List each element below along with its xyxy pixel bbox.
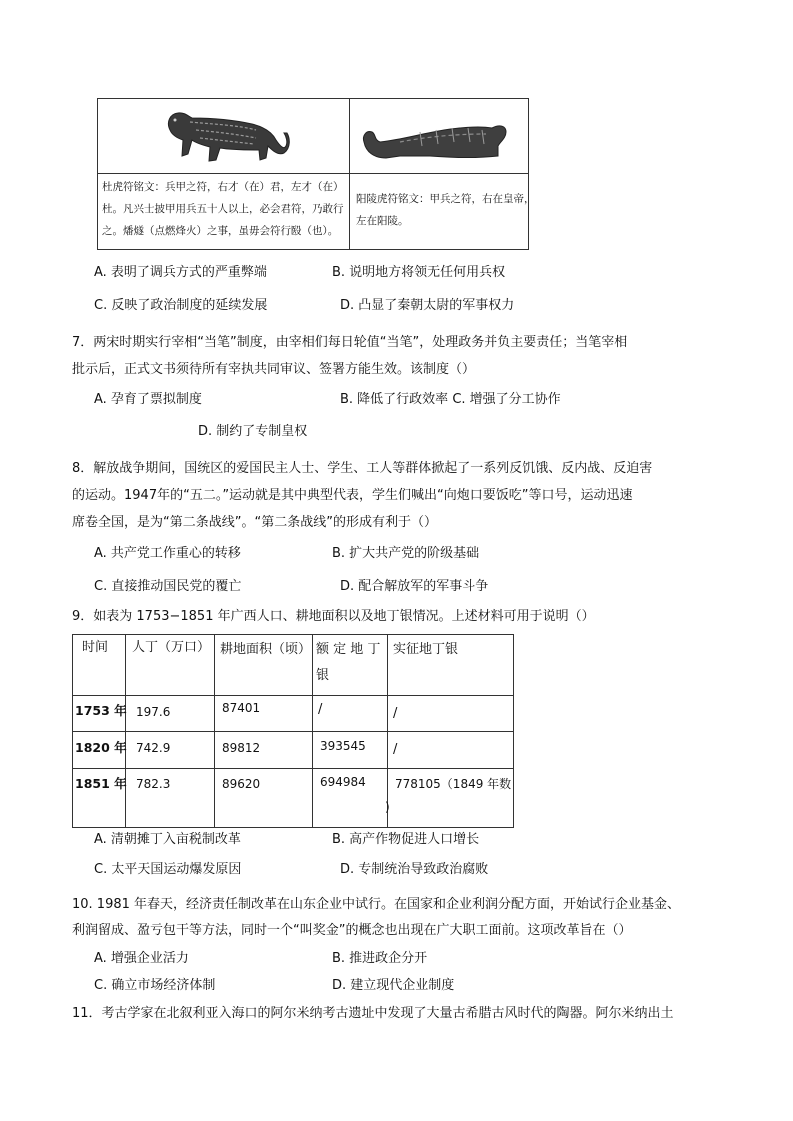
q8-option-d: D. 配合解放军的军事斗争: [340, 579, 489, 594]
table-cell: ): [385, 800, 390, 814]
table-header-farmland: 耕地面积（顷）: [220, 642, 312, 657]
table-cell: /: [318, 702, 323, 717]
q6-option-c: C. 反映了政治制度的延续发展: [94, 298, 268, 313]
table-border: [214, 634, 215, 828]
table-border: [72, 731, 514, 732]
table-header-quota-silver: 额 定 地 丁: [316, 642, 381, 657]
q7-stem-line: 7．两宋时期实行宰相“当笔”制度，由宰相们每日轮值“当笔”，处理政务并负主要责任；当笔宰相: [72, 335, 628, 350]
table-border: [72, 634, 73, 828]
table-cell: 778105（1849 年数: [395, 777, 512, 791]
q8-option-a: A. 共产党工作重心的转移: [94, 546, 241, 561]
table-cell: /: [393, 742, 398, 757]
table-cell: 197.6: [136, 705, 171, 719]
q11-stem-line: 11．考古学家在北叙利亚入海口的阿尔米纳考古遗址中发现了大量古希腊古风时代的陶器。阿尔米纳出土: [72, 1006, 674, 1021]
figure-divider: [349, 98, 350, 250]
table-header-time: 时间: [82, 640, 109, 655]
q8-stem-line: 8．解放战争期间，国统区的爱国民主人士、学生、工人等群体掀起了一系列反饥饿、反内战、反迫害: [72, 461, 653, 476]
inscription-line: 之。燔燧（点燃烽火）之事，虽毋会符行殹（也）。: [102, 225, 339, 237]
table-cell: 742.9: [136, 741, 171, 755]
figure-divider: [97, 173, 350, 174]
q9-data-table: [72, 634, 514, 828]
q10-option-a: A. 增强企业活力: [94, 951, 189, 966]
table-border: [513, 634, 514, 828]
table-cell: 782.3: [136, 777, 171, 791]
table-border: [125, 634, 126, 828]
table-border: [72, 768, 514, 769]
q7-option-bc: B. 降低了行政效率 C. 增强了分工协作: [340, 392, 561, 407]
q10-option-d: D. 建立现代企业制度: [332, 978, 455, 993]
table-cell: /: [393, 706, 398, 721]
q8-option-c: C. 直接推动国民党的覆亡: [94, 579, 242, 594]
q9-option-a: A. 清朝摊丁入亩税制改革: [94, 832, 241, 847]
q6-option-d: D. 凸显了秦朝太尉的军事权力: [340, 298, 515, 313]
q9-option-b: B. 高产作物促进人口增长: [332, 832, 480, 847]
inscription-line: 阳陵虎符铭文：甲兵之符，右在皇帝，: [356, 193, 535, 205]
q7-option-a: A. 孕育了票拟制度: [94, 392, 202, 407]
table-cell: 1851 年: [75, 776, 127, 791]
q9-option-d: D. 专制统治导致政治腐败: [340, 862, 489, 877]
table-border: [312, 634, 313, 828]
inscription-line: 左在阳陵。: [356, 215, 409, 227]
yangling-tiger-inscription: [356, 188, 535, 232]
du-tiger-inscription: [102, 176, 344, 242]
q6-option-b: B. 说明地方将领无任何用兵权: [332, 265, 506, 280]
table-cell: 89812: [222, 741, 261, 755]
figure-divider: [349, 173, 529, 174]
table-header-population: 人丁（万口）: [132, 640, 211, 655]
inscription-line: 杜虎符铭文：兵甲之符，右才（在）君，左才（在）: [102, 181, 344, 193]
table-cell: 87401: [222, 701, 261, 715]
table-cell: 1820 年: [75, 740, 127, 755]
q7-option-d: D. 制约了专制皇权: [198, 424, 308, 439]
q8-stem-line: 席卷全国，是为“第二条战线”。“第二条战线”的形成有利于（）: [72, 515, 437, 530]
q7-stem-line: 批示后，正式文书须待所有宰执共同审议、签署方能生效。该制度（）: [72, 362, 476, 377]
table-border: [72, 827, 514, 828]
table-header-actual-silver: 实征地丁银: [393, 642, 459, 657]
q9-option-c: C. 太平天国运动爆发原因: [94, 862, 242, 877]
table-header-quota-silver-cont: 银: [316, 668, 330, 683]
q10-option-b: B. 推进政企分开: [332, 951, 428, 966]
q8-stem-line: 的运动。1947年的“五二。”运动就是其中典型代表，学生们喊出“向炮口要饭吃”等口号，运动迅速: [72, 488, 633, 503]
table-border: [72, 695, 514, 696]
q10-stem-line: 10. 1981 年春天，经济责任制改革在山东企业中试行。在国家和企业利润分配方面，开始试行企业基金、: [72, 897, 681, 912]
q6-option-a: A. 表明了调兵方式的严重弊端: [94, 265, 267, 280]
q9-stem: 9．如表为 1753−1851 年广西人口、耕地面积以及地丁银情况。上述材料可用于说明（）: [72, 609, 595, 624]
table-border: [72, 634, 514, 635]
table-cell: 1753 年: [75, 703, 127, 718]
q8-option-b: B. 扩大共产党的阶级基础: [332, 546, 480, 561]
q10-stem-line: 利润留成、盈亏包干等方法，同时一个“叫奖金”的概念也出现在广大职工面前。这项改革旨在（）: [72, 923, 632, 938]
table-cell: 393545: [320, 739, 366, 753]
inscription-line: 杜。凡兴士披甲用兵五十人以上，必会君符，乃敢行: [102, 203, 344, 215]
yangling-tiger-tally-image: [360, 112, 510, 170]
du-tiger-tally-image: [160, 100, 290, 168]
table-cell: 694984: [320, 775, 366, 789]
table-cell: 89620: [222, 777, 261, 791]
q10-option-c: C. 确立市场经济体制: [94, 978, 216, 993]
